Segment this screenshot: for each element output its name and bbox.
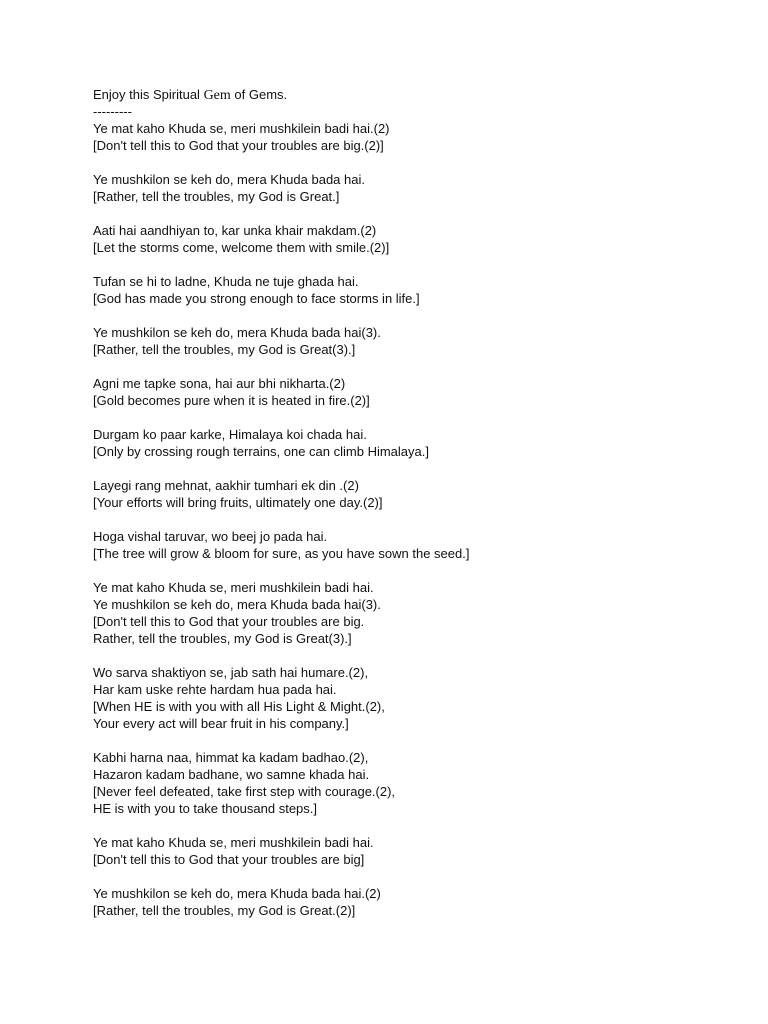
stanza xyxy=(93,885,713,919)
poem-line: [Don't tell this to God that your troubles are big] xyxy=(93,852,365,867)
stanza-gap xyxy=(93,154,713,171)
stanza xyxy=(93,834,713,868)
stanza-gap xyxy=(93,358,713,375)
stanza-gap xyxy=(93,307,713,324)
stanza-gap xyxy=(93,511,713,528)
poem-line: [Rather, tell the troubles, my God is Great.(2)] xyxy=(93,903,356,918)
separator-line: --------- xyxy=(93,104,132,119)
poem-line: [Don't tell this to God that your troubles are big. xyxy=(93,614,365,629)
stanza-gap xyxy=(93,205,713,222)
stanza xyxy=(93,749,713,817)
poem-line: Ye mushkilon se keh do, mera Khuda bada hai.(2) xyxy=(93,886,381,901)
intro-gem-word: Gem xyxy=(203,88,231,103)
poem-line: Ye mushkilon se keh do, mera Khuda bada hai(3). xyxy=(93,597,381,612)
stanza xyxy=(93,426,713,460)
stanza-gap xyxy=(93,409,713,426)
stanza xyxy=(93,324,713,358)
poem-line: [Only by crossing rough terrains, one can climb Himalaya.] xyxy=(93,444,429,459)
intro-prefix: Enjoy this Spiritual xyxy=(93,87,204,102)
poem-line: Ye mushkilon se keh do, mera Khuda bada hai(3). xyxy=(93,325,381,340)
poem-line: [Gold becomes pure when it is heated in fire.(2)] xyxy=(93,393,370,408)
intro-line xyxy=(93,86,713,103)
intro-suffix: of Gems. xyxy=(230,87,288,102)
poem-line: Hoga vishal taruvar, wo beej jo pada hai. xyxy=(93,529,328,544)
poem-line: Wo sarva shaktiyon se, jab sath hai humare.(2), xyxy=(93,665,369,680)
stanza xyxy=(93,528,713,562)
stanza xyxy=(93,477,713,511)
poem-line: [When HE is with you with all His Light & Might.(2), xyxy=(93,699,385,714)
poem-line: Har kam uske rehte hardam hua pada hai. xyxy=(93,682,337,697)
poem-line: Durgam ko paar karke, Himalaya koi chada hai. xyxy=(93,427,367,442)
poem-line: [Rather, tell the troubles, my God is Great(3).] xyxy=(93,342,356,357)
stanza-list xyxy=(93,120,713,919)
stanza xyxy=(93,120,713,154)
poem-line: Tufan se hi to ladne, Khuda ne tuje ghada hai. xyxy=(93,274,359,289)
poem-line: Rather, tell the troubles, my God is Great(3).] xyxy=(93,631,352,646)
poem-line: Aati hai aandhiyan to, kar unka khair makdam.(2) xyxy=(93,223,377,238)
poem-line: HE is with you to take thousand steps.] xyxy=(93,801,318,816)
stanza xyxy=(93,273,713,307)
stanza-gap xyxy=(93,868,713,885)
poem-line: [Your efforts will bring fruits, ultimately one day.(2)] xyxy=(93,495,383,510)
poem-line: Ye mat kaho Khuda se, meri mushkilein badi hai.(2) xyxy=(93,121,390,136)
stanza-gap xyxy=(93,256,713,273)
stanza-gap xyxy=(93,647,713,664)
poem-line: [Let the storms come, welcome them with smile.(2)] xyxy=(93,240,390,255)
stanza-gap xyxy=(93,460,713,477)
poem-line: [Rather, tell the troubles, my God is Great.] xyxy=(93,189,340,204)
poem-line: [Don't tell this to God that your troubles are big.(2)] xyxy=(93,138,384,153)
poem-line: Hazaron kadam badhane, wo samne khada hai. xyxy=(93,767,370,782)
stanza-gap xyxy=(93,817,713,834)
stanza xyxy=(93,222,713,256)
poem-text xyxy=(93,86,713,919)
poem-line: Ye mushkilon se keh do, mera Khuda bada hai. xyxy=(93,172,365,187)
poem-line: [Never feel defeated, take first step with courage.(2), xyxy=(93,784,396,799)
poem-line: Ye mat kaho Khuda se, meri mushkilein badi hai. xyxy=(93,580,374,595)
poem-line: [The tree will grow & bloom for sure, as you have sown the seed.] xyxy=(93,546,470,561)
poem-line: Ye mat kaho Khuda se, meri mushkilein badi hai. xyxy=(93,835,374,850)
stanza xyxy=(93,375,713,409)
poem-line: Kabhi harna naa, himmat ka kadam badhao.(2), xyxy=(93,750,369,765)
stanza xyxy=(93,171,713,205)
poem-line: [God has made you strong enough to face storms in life.] xyxy=(93,291,420,306)
stanza xyxy=(93,579,713,647)
stanza-gap xyxy=(93,732,713,749)
stanza xyxy=(93,664,713,732)
stanza-gap xyxy=(93,562,713,579)
poem-line: Layegi rang mehnat, aakhir tumhari ek din .(2) xyxy=(93,478,359,493)
poem-line: Agni me tapke sona, hai aur bhi nikharta.(2) xyxy=(93,376,346,391)
poem-line: Your every act will bear fruit in his company.] xyxy=(93,716,349,731)
